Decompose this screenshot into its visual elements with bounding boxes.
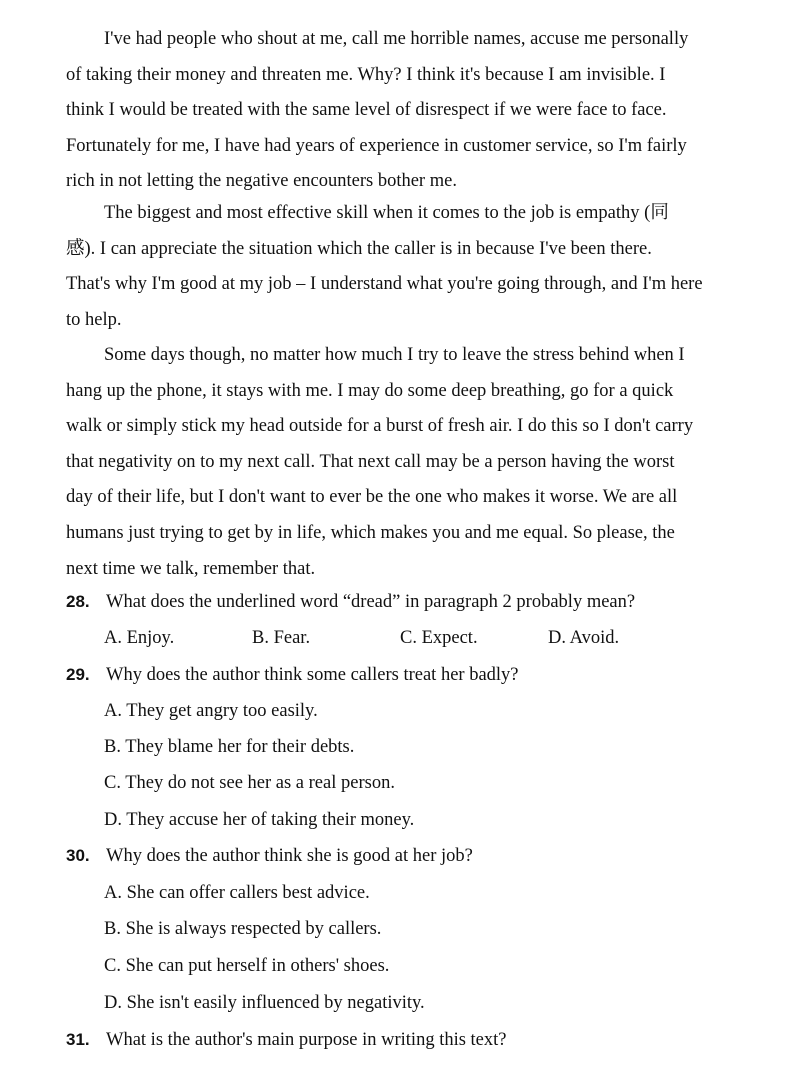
question-text: What is the author's main purpose in writing this text? <box>106 1030 507 1050</box>
option-c[interactable]: C. Expect. <box>400 628 478 648</box>
paragraph-line: I've had people who shout at me, call me horrible names, accuse me personally <box>104 29 689 49</box>
option-a[interactable]: A. She can offer callers best advice. <box>104 883 370 903</box>
paragraph-line: walk or simply stick my head outside for a burst of fresh air. I do this so I don't carry <box>66 416 694 437</box>
paragraph-line: Fortunately for me, I have had years of experience in customer service, so I'm fairly <box>66 135 687 156</box>
paragraph-line: next time we talk, remember that. <box>66 558 316 579</box>
question-number: 31. <box>66 1030 90 1049</box>
question-28 <box>66 592 635 613</box>
question-number: 28. <box>66 592 90 611</box>
passage-paragraph-2 <box>66 196 756 338</box>
question-28-options <box>104 628 696 649</box>
passage-paragraph-1 <box>66 22 756 200</box>
paragraph-line: That's why I'm good at my job – I understand what you're going through, and I'm here <box>66 274 703 295</box>
paragraph-line: of taking their money and threaten me. Why? I think it's because I am invisible. I <box>66 64 666 85</box>
option-b[interactable]: B. She is always respected by callers. <box>104 919 382 939</box>
option-b[interactable]: B. Fear. <box>252 628 311 648</box>
paragraph-line: think I would be treated with the same level of disrespect if we were face to face. <box>66 100 667 121</box>
paragraph-line: hang up the phone, it stays with me. I may do some deep breathing, go for a quick <box>66 380 674 401</box>
paragraph-line: that negativity on to my next call. That next call may be a person having the worst <box>66 451 675 472</box>
option-b[interactable]: B. They blame her for their debts. <box>104 737 355 757</box>
question-text: What does the underlined word “dread” in paragraph 2 probably mean? <box>106 592 636 612</box>
paragraph-line: rich in not letting the negative encounters bother me. <box>66 171 457 192</box>
option-a[interactable]: A. They get angry too easily. <box>104 701 318 721</box>
paragraph-line: The biggest and most effective skill when it comes to the job is empathy (同 <box>104 203 669 223</box>
paragraph-line: to help. <box>66 309 122 330</box>
question-text: Why does the author think some callers treat her badly? <box>106 665 519 685</box>
paragraph-line: Some days though, no matter how much I try to leave the stress behind when I <box>104 345 685 365</box>
paragraph-line: 感). I can appreciate the situation which the caller is in because I've been there. <box>66 238 652 259</box>
paragraph-line: day of their life, but I don't want to ever be the one who makes it worse. We are all <box>66 487 678 508</box>
question-number: 29. <box>66 665 90 684</box>
option-d[interactable]: D. Avoid. <box>548 628 620 648</box>
question-text: Why does the author think she is good at her job? <box>106 846 473 866</box>
passage-paragraph-3 <box>66 338 756 587</box>
question-30 <box>66 846 473 867</box>
option-c[interactable]: C. They do not see her as a real person. <box>104 773 395 793</box>
question-number: 30. <box>66 846 90 865</box>
paragraph-line: humans just trying to get by in life, which makes you and me equal. So please, the <box>66 522 675 543</box>
option-d[interactable]: D. They accuse her of taking their money. <box>104 810 415 830</box>
question-31 <box>66 1030 507 1051</box>
question-29 <box>66 665 519 686</box>
option-a[interactable]: A. Enjoy. <box>104 628 175 648</box>
option-c[interactable]: C. She can put herself in others' shoes. <box>104 956 390 976</box>
option-d[interactable]: D. She isn't easily influenced by negativity. <box>104 993 425 1013</box>
